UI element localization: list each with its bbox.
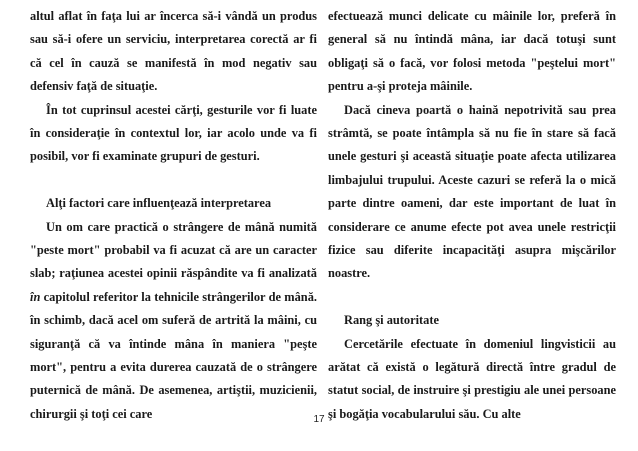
paragraph-continuation: efectuează munci delicate cu mâinile lor, preferă în general să nu întindă mâna, iar dacă totuşi sunt obligaţi să o facă, vor folosi metoda "peştelui mort" pentru a-şi proteja mâinile. xyxy=(328,9,616,94)
paragraph-linguistics: Cercetările efectuate în domeniul lingvisticii au arătat că există o legătură directă între gradul de statut social, de instruire şi prestigiu ale unei persoane şi bogăţia vocabularului său. Cu alte xyxy=(328,336,616,421)
spacer xyxy=(30,169,317,192)
text-run: Un om care practică o strângere de mână numită "peste mort" probabil va fi acuzat că are un caracter slab; raţiunea acestei opinii răspândite va fi analizată xyxy=(30,219,317,281)
text-run: capitolul referitor la tehnicile strângerilor de mână. în schimb, dacă acel om suferă de artrită la mâini, cu siguranţă că va întinde mâna în maniera "peşte mort", pentru a evita durerea cauzată de o strângere puternică de mână. De asemenea, artiştii, muzicienii, chirurgii şi toţi cei care xyxy=(30,289,317,421)
italic-word: în xyxy=(30,289,41,304)
left-column xyxy=(30,5,317,426)
spacer xyxy=(328,286,616,309)
right-column xyxy=(328,5,616,426)
paragraph-clothing: Dacă cineva poartă o haină nepotrivită sau prea strâmtă, se poate întâmpla să nu fie în stare să facă unele gesturi şi această situaţie poate afecta utilizarea limbajului trupului. Aceste cazuri se referă la o mică parte dintre oameni, dar este important de luat în considerare ce anume efecte pot avea unele restricţii fizice sau diferite incapacităţi asupra mişcărilor noastre. xyxy=(328,102,616,281)
section-heading-rank-authority: Rang şi autoritate xyxy=(344,313,439,328)
paragraph-continuation: altul aflat în faţa lui ar încerca să-i vândă un produs sau să-i ofere un serviciu, interpretarea corectă ar fi că cel în cauză se manifestă în mod negativ sau defensiv faţă de situaţie. xyxy=(30,9,317,94)
page-number: 17 xyxy=(313,414,325,425)
section-heading-other-factors: Alţi factori care influenţează interpretarea xyxy=(46,196,272,211)
paragraph-gesture-groups: În tot cuprinsul acestei cărţi, gesturile vor fi luate în consideraţie în contextul lor, iar acolo unde va fi posibil, vor fi examinate grupuri de gesturi. xyxy=(30,102,317,164)
paragraph-dead-fish-handshake xyxy=(30,216,317,427)
